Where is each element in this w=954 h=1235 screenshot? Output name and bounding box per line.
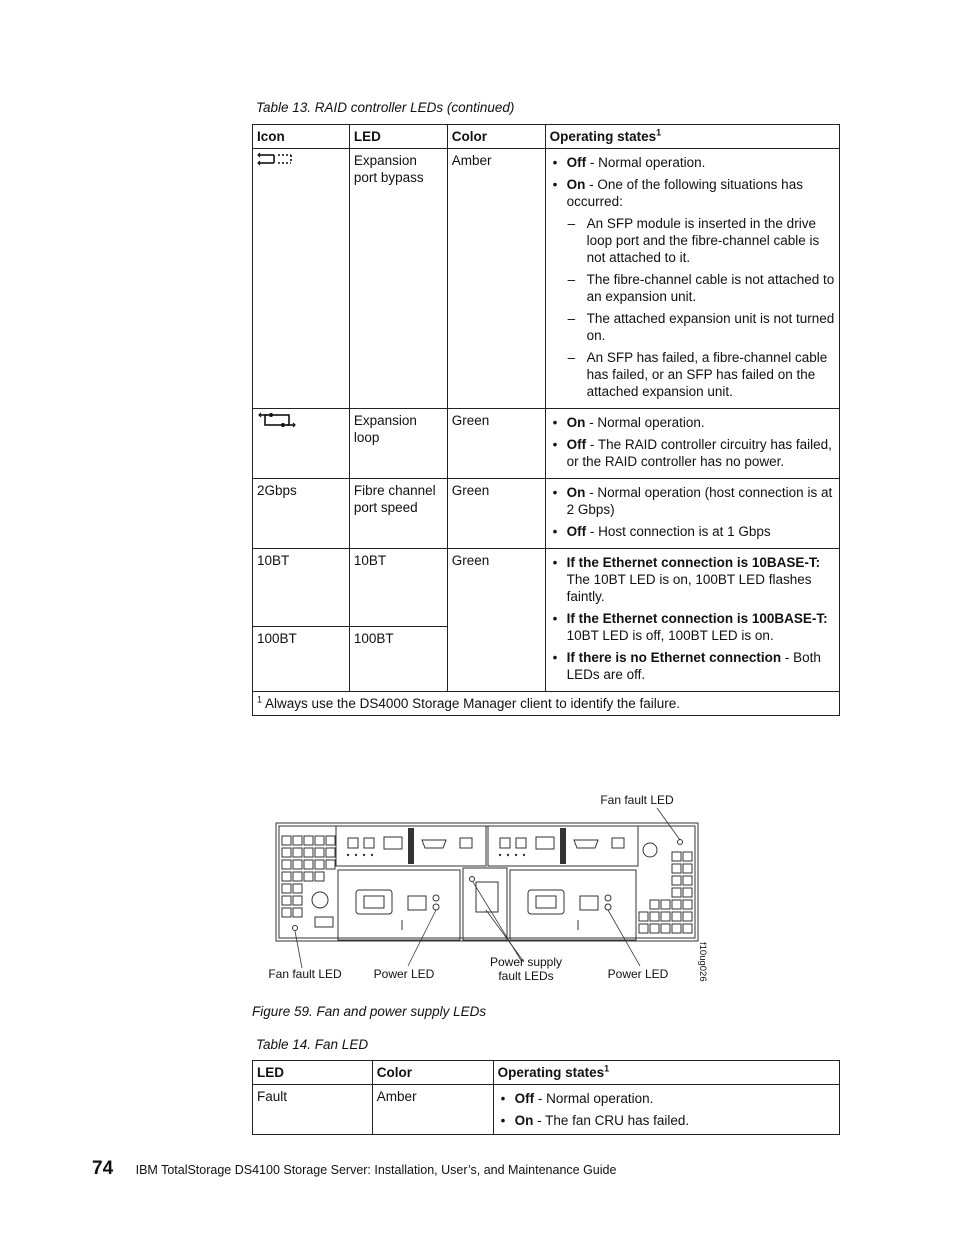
header-color: Color [447, 125, 545, 149]
header-color: Color [372, 1061, 493, 1085]
sub-list-item: – The fibre-channel cable is not attached to an expansion unit. [567, 271, 835, 305]
figure59-caption: Figure 59. Fan and power supply LEDs [252, 1004, 487, 1019]
footer-title: IBM TotalStorage DS4100 Storage Server: Installation, User’s, and Maintenance Guide [135, 1163, 617, 1177]
sub-list-item: – An SFP has failed, a fibre-channel cable has failed, or an SFP has failed on the attached expansion unit. [567, 349, 835, 400]
header-icon: Icon [253, 125, 350, 149]
color-cell: Amber [372, 1085, 493, 1135]
power-supply-fault-leds-label: Power supply fault LEDs [489, 955, 563, 983]
led-cell: Fibre channel port speed [349, 479, 447, 549]
table-row [253, 549, 840, 627]
operating-states-cell [545, 479, 839, 549]
fan-fault-led-label-left: Fan fault LED [268, 967, 342, 981]
header-operating-states: Operating states$^1$ [493, 1061, 839, 1085]
list-item: • Off - Normal operation. [550, 154, 835, 171]
led-cell: 10BT [349, 549, 447, 627]
expansion-loop-icon [257, 412, 297, 428]
sub-list-item: – The attached expansion unit is not turned on. [567, 310, 835, 344]
header-led: LED [253, 1061, 373, 1085]
footnote-row [253, 692, 840, 716]
right-fan-grid [639, 840, 692, 934]
page-footer [92, 1158, 616, 1180]
expansion-port-bypass-icon [257, 152, 293, 166]
led-cell: Expansion loop [349, 409, 447, 479]
list-item: • On - One of the following situations has occurred: – An SFP module is inserted in the drive loop port and the fibre-channel cable is not attached to it. – The fibre-channel cable is not attached to an expansion unit. – The attached expansion unit is not turned on. – An SFP has failed, a fibre-channel cable has failed, or an SFP has failed on the attached expansion unit. [550, 176, 835, 400]
operating-states-cell [493, 1085, 839, 1135]
power-led-label-right: Power LED [607, 967, 669, 981]
figure-59 [260, 790, 740, 990]
list-item: • Off - Normal operation. [498, 1090, 835, 1107]
led-cell: Fault [253, 1085, 373, 1135]
icon-cell [253, 409, 350, 479]
icon-cell [253, 149, 350, 409]
raid-controller-leds-table [252, 124, 840, 716]
page-number: 74 [92, 1158, 114, 1179]
icon-cell: 100BT [253, 627, 350, 692]
color-cell: Green [447, 549, 545, 692]
operating-states-cell [545, 149, 839, 409]
list-item: • If the Ethernet connection is 100BASE-T: 10BT LED is off, 100BT LED is on. [550, 610, 835, 644]
figure-id: f10ug026 [697, 942, 708, 982]
led-cell: 100BT [349, 627, 447, 692]
fan-led-table [252, 1060, 840, 1135]
sub-list-item: – An SFP module is inserted in the drive loop port and the fibre-channel cable is not attached to it. [567, 215, 835, 266]
color-cell: Green [447, 409, 545, 479]
icon-cell: 2Gbps [253, 479, 350, 549]
list-item: • Off - The RAID controller circuitry has failed, or the RAID controller has no power. [550, 436, 835, 470]
left-fan-grid [282, 836, 335, 931]
header-operating-states: Operating states$^1$ [545, 125, 839, 149]
table14-header-row [253, 1061, 840, 1085]
table13-header-row [253, 125, 840, 149]
icon-cell: 10BT [253, 549, 350, 627]
power-led-label-left: Power LED [373, 967, 435, 981]
table-row [253, 149, 840, 409]
list-item: • Off - Host connection is at 1 Gbps [550, 523, 835, 540]
list-item: • On - The fan CRU has failed. [498, 1112, 835, 1129]
operating-states-cell [545, 549, 839, 692]
table-row [253, 409, 840, 479]
list-item: • If there is no Ethernet connection - Both LEDs are off. [550, 649, 835, 683]
footnote: $^1$ Always use the DS4000 Storage Manager client to identify the failure. [253, 692, 840, 716]
led-cell: Expansion port bypass [349, 149, 447, 409]
table13-caption: Table 13. RAID controller LEDs (continued) [256, 100, 515, 115]
table-row [253, 479, 840, 549]
color-cell: Amber [447, 149, 545, 409]
header-led: LED [349, 125, 447, 149]
list-item: • If the Ethernet connection is 10BASE-T: The 10BT LED is on, 100BT LED flashes faintly. [550, 554, 835, 605]
list-item: • On - Normal operation. [550, 414, 835, 431]
operating-states-cell [545, 409, 839, 479]
table-row [253, 1085, 840, 1135]
fan-fault-led-label-top: Fan fault LED [600, 793, 674, 807]
color-cell: Green [447, 479, 545, 549]
list-item: • On - Normal operation (host connection is at 2 Gbps) [550, 484, 835, 518]
table14-caption: Table 14. Fan LED [256, 1037, 369, 1052]
